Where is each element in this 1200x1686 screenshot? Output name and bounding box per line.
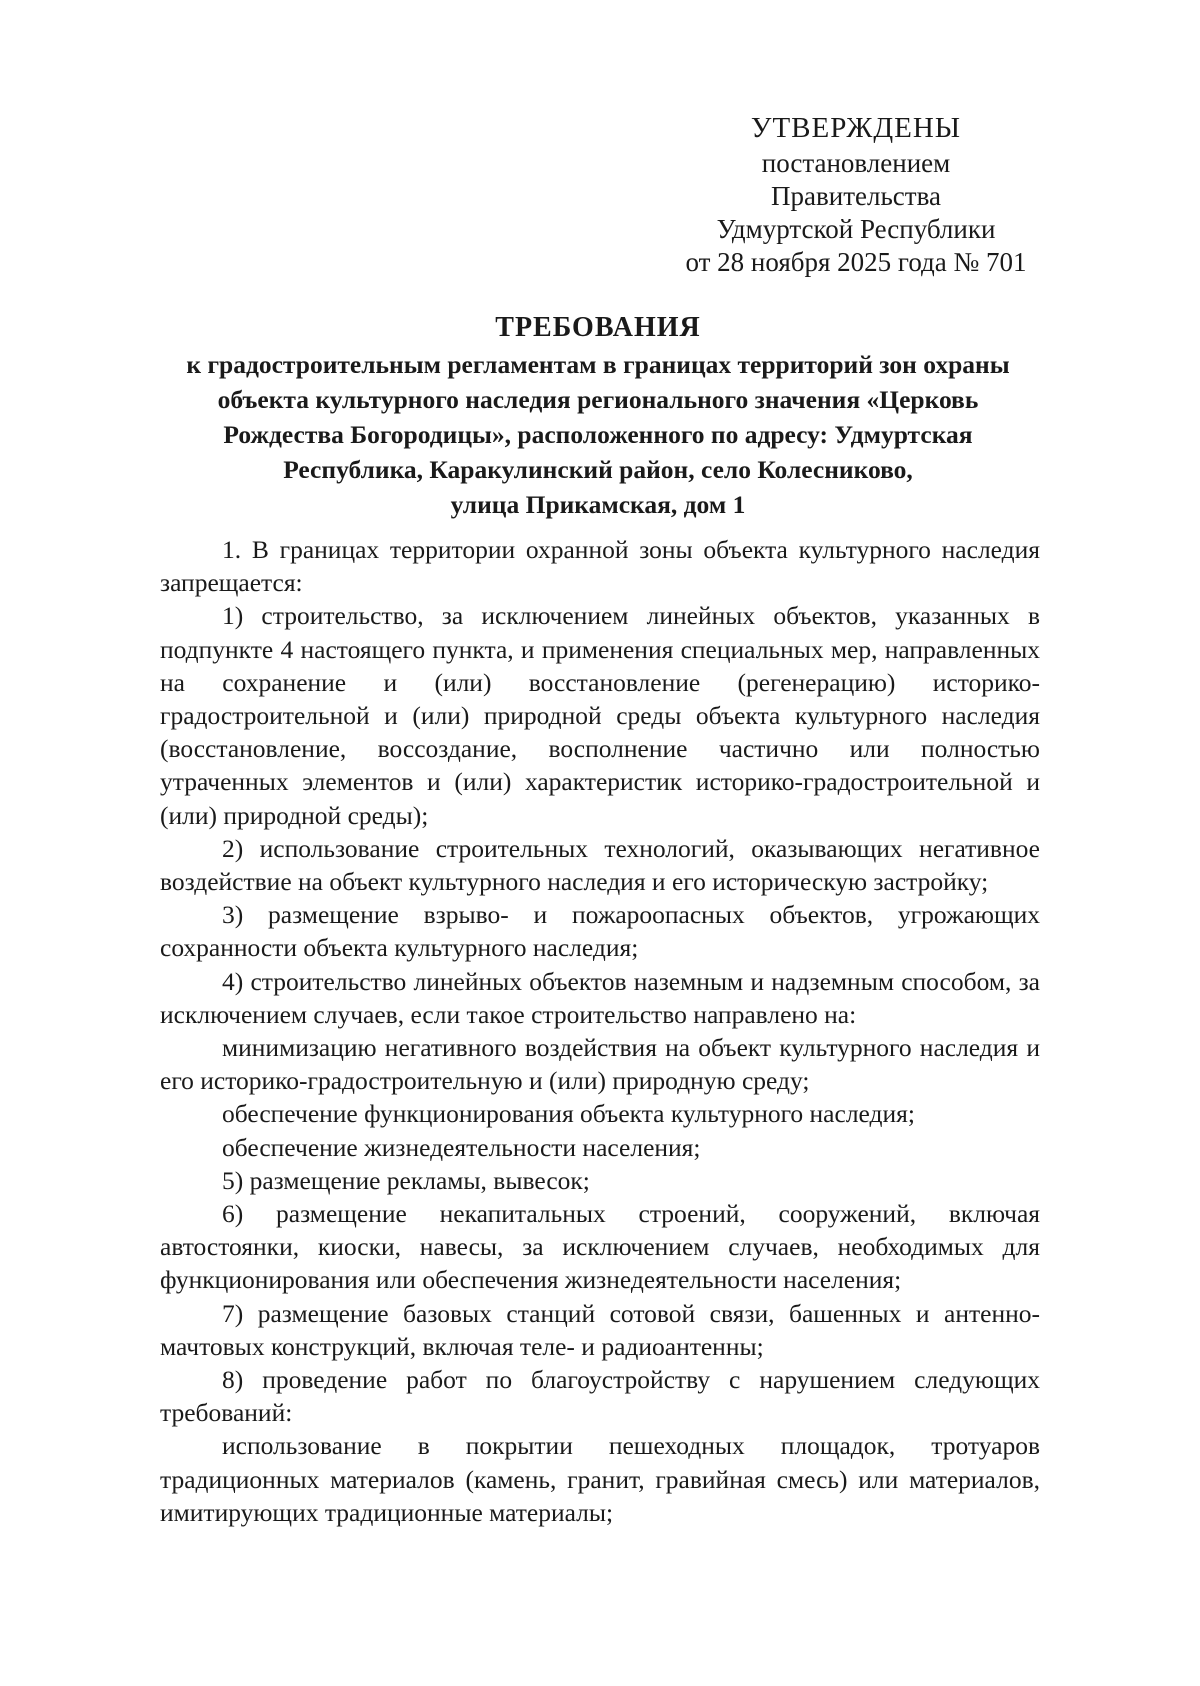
- paragraph: обеспечение жизнедеятельности населения;: [222, 1132, 701, 1162]
- title-heading: ТРЕБОВАНИЯ: [495, 312, 701, 343]
- paragraph: минимизацию негативного воздействия на объект культурного наследия и его историко-градостроительную и (или) природную среду;: [160, 1033, 1040, 1096]
- paragraph: 4) строительство линейных объектов наземным и надземным способом, за исключением случаев, если такое строительство направлено на:: [160, 966, 1040, 1029]
- paragraph: 1) строительство, за исключением линейных объектов, указанных в подпункте 4 настоящего пункта, и применения специальных мер, направленных на сохранение и (или) восстановление (регенерацию) историко-градостроительной и (или) природной среды объекта культурного наследия (восстановление, воссоздание, восполнение частично или полностью утраченных элементов и (или) характеристик историко-градостроительной и (или) природной среды);: [160, 601, 1040, 830]
- approval-stamp: [676, 112, 1036, 279]
- paragraph: 1. В границах территории охранной зоны объекта культурного наследия запрещается:: [160, 535, 1040, 598]
- title-line: к градостроительным регламентам в границах территорий зон охраны: [186, 350, 1010, 379]
- paragraph: 3) размещение взрыво- и пожароопасных объектов, угрожающих сохранности объекта культурного наследия;: [160, 900, 1040, 963]
- paragraph: использование в покрытии пешеходных площадок, тротуаров традиционных материалов (камень, гранит, гравийная смесь) или материалов, имитирующих традиционные материалы;: [160, 1431, 1040, 1527]
- paragraph: 2) использование строительных технологий, оказывающих негативное воздействие на объект культурного наследия и его историческую застройку;: [160, 833, 1040, 897]
- approval-line: Удмуртской Республики: [716, 214, 996, 244]
- document-body: [160, 533, 1040, 1529]
- paragraph: 8) проведение работ по благоустройству с нарушением следующих требований:: [160, 1365, 1040, 1428]
- approval-line: от 28 ноября 2025 года № 701: [685, 247, 1027, 277]
- paragraph: 5) размещение рекламы, вывесок;: [222, 1165, 590, 1195]
- document-title: [150, 310, 1046, 522]
- title-line: объекта культурного наследия регионального значения «Церковь: [217, 385, 979, 414]
- paragraph: 6) размещение некапитальных строений, сооружений, включая автостоянки, киоски, навесы, за исключением случаев, необходимых для функционирования или обеспечения жизнедеятельности населения;: [160, 1199, 1040, 1295]
- title-line: Республика, Каракулинский район, село Колесниково,: [283, 455, 913, 484]
- paragraph: 7) размещение базовых станций сотовой связи, башенных и антенно-мачтовых конструкций, включая теле- и радиоантенны;: [160, 1298, 1040, 1361]
- approval-heading: УТВЕРЖДЕНЫ: [750, 112, 962, 144]
- approval-line: постановлением Правительства: [761, 148, 951, 211]
- title-line: Рождества Богородицы», расположенного по адресу: Удмуртская: [223, 420, 973, 449]
- title-line: улица Прикамская, дом 1: [450, 490, 746, 519]
- paragraph: обеспечение функционирования объекта культурного наследия;: [222, 1099, 915, 1129]
